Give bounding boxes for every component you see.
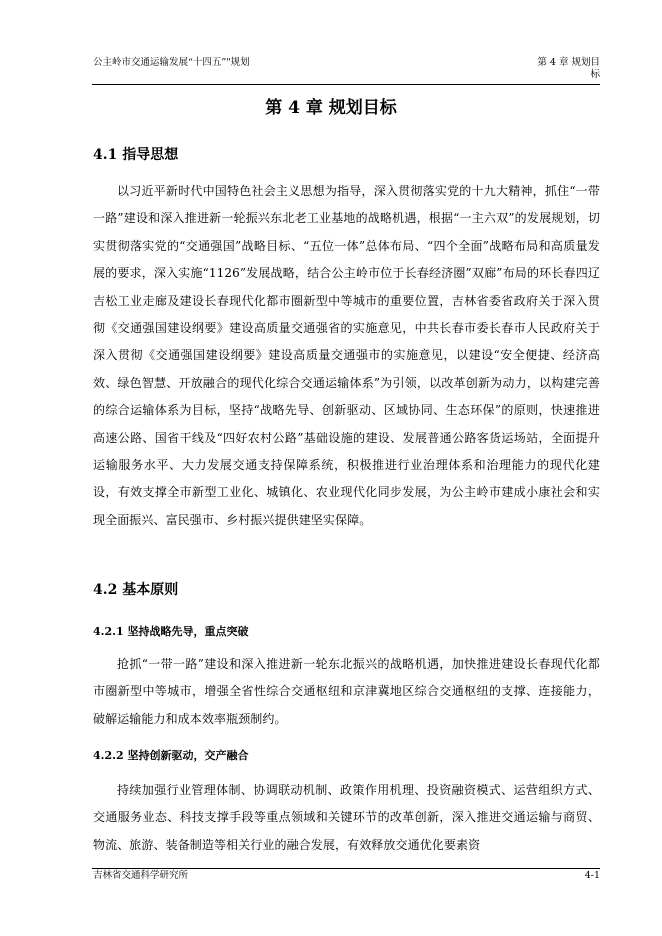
header-rule [92, 84, 600, 85]
running-header-title: 公主岭市交通运输发展“十四五”"规划 [93, 57, 250, 68]
footer-rule [92, 868, 600, 869]
page-number: 4-1 [584, 870, 600, 881]
subsection-heading-4-2-2: 4.2.2 坚持创新驱动，交产融合 [93, 749, 249, 762]
section-heading-4-2: 4.2 基本原则 [93, 582, 179, 598]
section-heading-4-1: 4.1 指导思想 [93, 147, 179, 163]
running-header-chapter: 第 4 章 规划目标 [537, 57, 600, 80]
subsection-4-2-1-paragraph: 抢抓“一带一路”建设和深入推进新一轮东北振兴的战略机遇，加快推进建设长春现代化都市圈新型中等城市，增强全省性综合交通枢纽和京津冀地区综合交通枢纽的支撑、连接能力，破解运输能力和成本效率瓶颈制约。 [93, 657, 600, 726]
footer-institution: 吉林省交通科学研究所 [93, 870, 189, 881]
subsection-heading-4-2-1: 4.2.1 坚持战略先导，重点突破 [93, 625, 249, 638]
subsection-4-2-2-paragraph: 持续加强行业管理体制、协调联动机制、政策作用机理、投资融资模式、运营组织方式、交通服务业态、科技支撑手段等重点领域和关键环节的改革创新，深入推进交通运输与商贸、物流、旅游、装备制造等相关行业的融合发展，有效释放交通优化要素资 [93, 783, 600, 852]
section-4-1-paragraph: 以习近平新时代中国特色社会主义思想为指导，深入贯彻落实党的十九大精神，抓住“一带一路”建设和深入推进新一轮振兴东北老工业基地的战略机遇，根据“一主六双”的发展规划，切实贯彻落实党的“交通强国”战略目标、“五位一体”总体布局、“四个全面”战略布局和高质量发展的要求，深入实施“1126”发展战略，结合公主岭市位于长春经济圈”双廊”布局的环长春四辽吉松工业走廊及建设长春现代化都市圈新型中等城市的重要位置，吉林省委省政府关于深入贯彻《交通强国建设纲要》建设高质量交通强省的实施意见，中共长春市委长春市人民政府关于深入贯彻《交通强国建设纲要》建设高质量交通强市的实施意见，以建设“安全便捷、经济高效、绿色智慧、开放融合的现代化综合交通运输体系”为引领，以改革创新为动力，以构建完善的综合运输体系为目标，坚持“战略先导、创新驱动、区域协同、生态环保”的原则，快速推进高速公路、国省干线及“四好农村公路”基础设施的建设、发展普通公路客货运场站，全面提升运输服务水平、大力发展交通支持保障系统，积极推进行业治理体系和治理能力的现代化建设，有效支撑全市新型工业化、城镇化、农业现代化同步发展，为公主岭市建成小康社会和实现全面振兴、富民强市、乡村振兴提供建坚实保障。 [93, 184, 600, 527]
chapter-title: 第 4 章 规划目标 [265, 98, 397, 118]
